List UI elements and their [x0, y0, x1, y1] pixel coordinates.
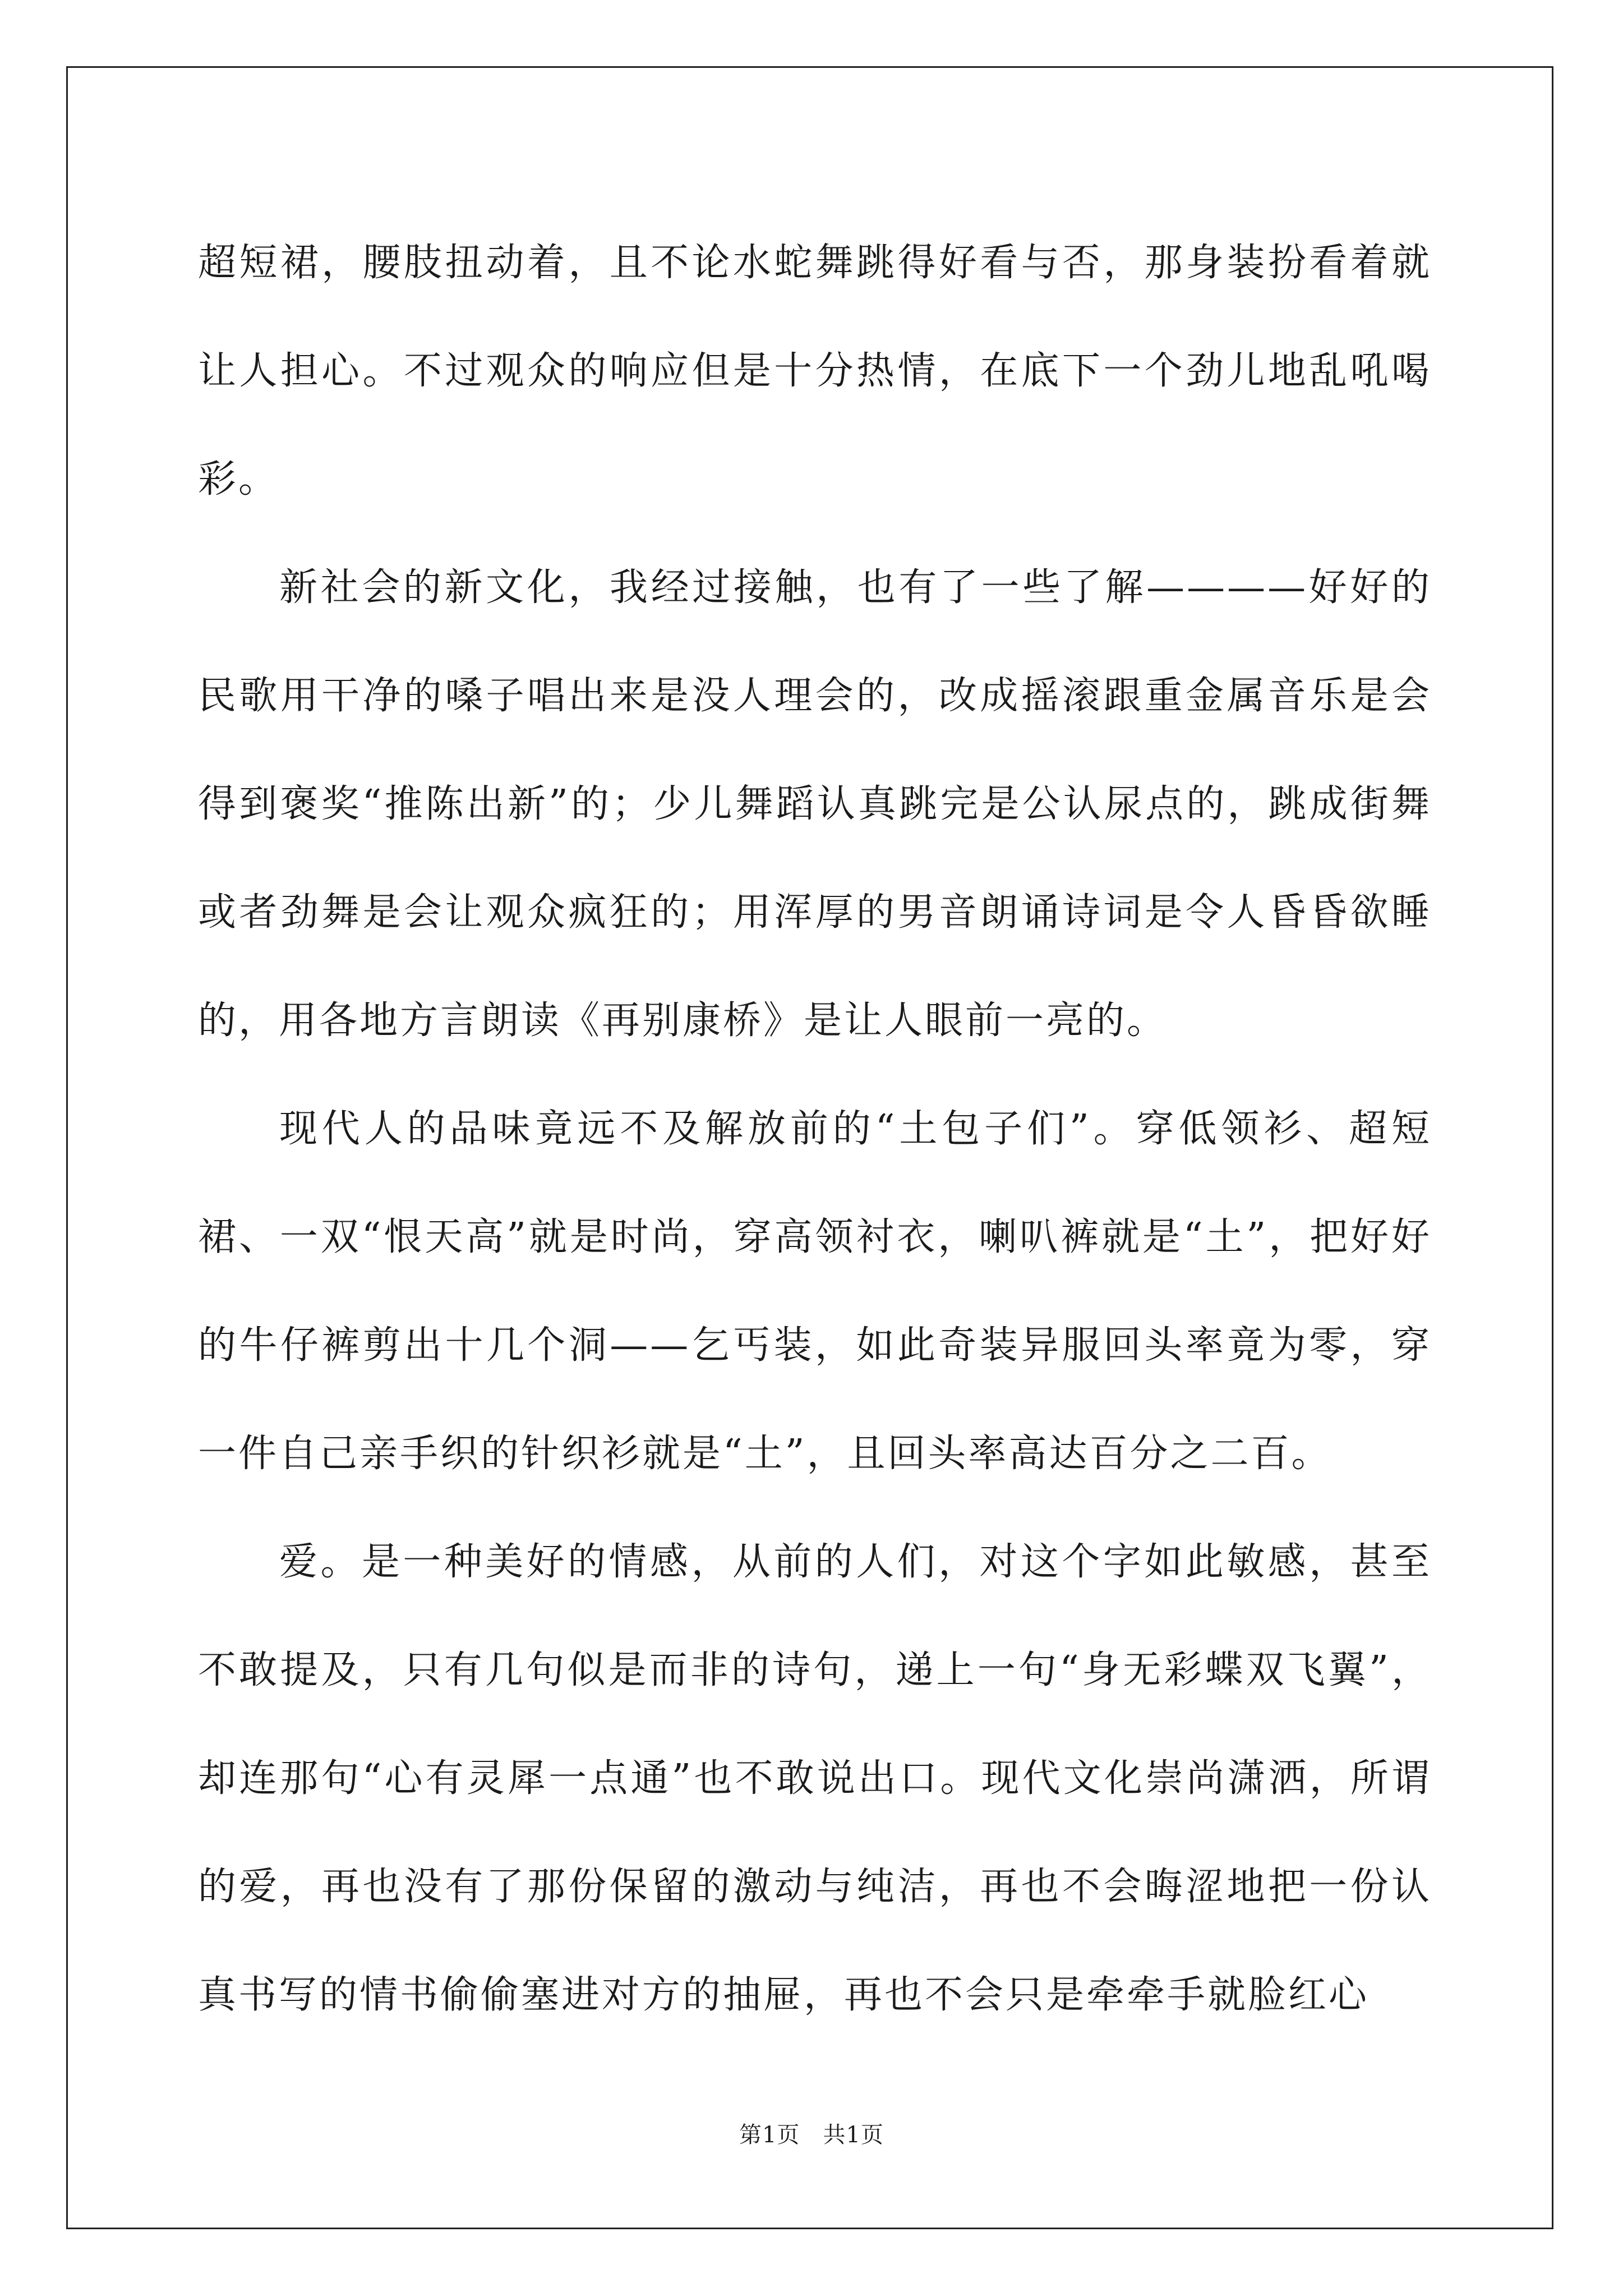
- paragraph-4: 爱。是一种美好的情感，从前的人们，对这个字如此敏感，甚至不敢提及，只有几句似是而非的诗句，递上一句“身无彩蝶双飞翼”，却连那句“心有灵犀一点通”也不敢说出口。现代文化崇尚潇洒，所谓的爱，再也没有了那份保留的激动与纯洁，再也不会晦涩地把一份认真书写的情书偷偷塞进对方的抽屉，再也不会只是牵牵手就脸红心: [198, 1540, 1432, 2017]
- document-body: [198, 209, 1432, 2049]
- paragraph-1: 超短裙，腰肢扭动着，且不论水蛇舞跳得好看与否，那身装扮看着就让人担心。不过观众的响应但是十分热情，在底下一个劲儿地乱吼喝彩。: [198, 241, 1432, 501]
- page-number: 第1页 共1页: [739, 2122, 884, 2148]
- paragraph-3: 现代人的品味竟远不及解放前的“土包子们”。穿低领衫、超短裙、一双“恨天高”就是时尚，穿高领衬衣，喇叭裤就是“土”，把好好的牛仔裤剪出十几个洞——乞丐装，如此奇装异服回头率竟为零，穿一件自己亲手织的针织衫就是“土”，且回头率高达百分之二百。: [198, 1107, 1432, 1476]
- page-footer: [0, 2118, 1623, 2152]
- paragraph-2: 新社会的新文化，我经过接触，也有了一些了解————好好的民歌用干净的嗓子唱出来是没人理会的，改成摇滚跟重金属音乐是会得到褒奖“推陈出新”的；少儿舞蹈认真跳完是公认尿点的，跳成街舞或者劲舞是会让观众疯狂的；用浑厚的男音朗诵诗词是令人昏昏欲睡的，用各地方言朗读《再别康桥》是让人眼前一亮的。: [198, 565, 1432, 1043]
